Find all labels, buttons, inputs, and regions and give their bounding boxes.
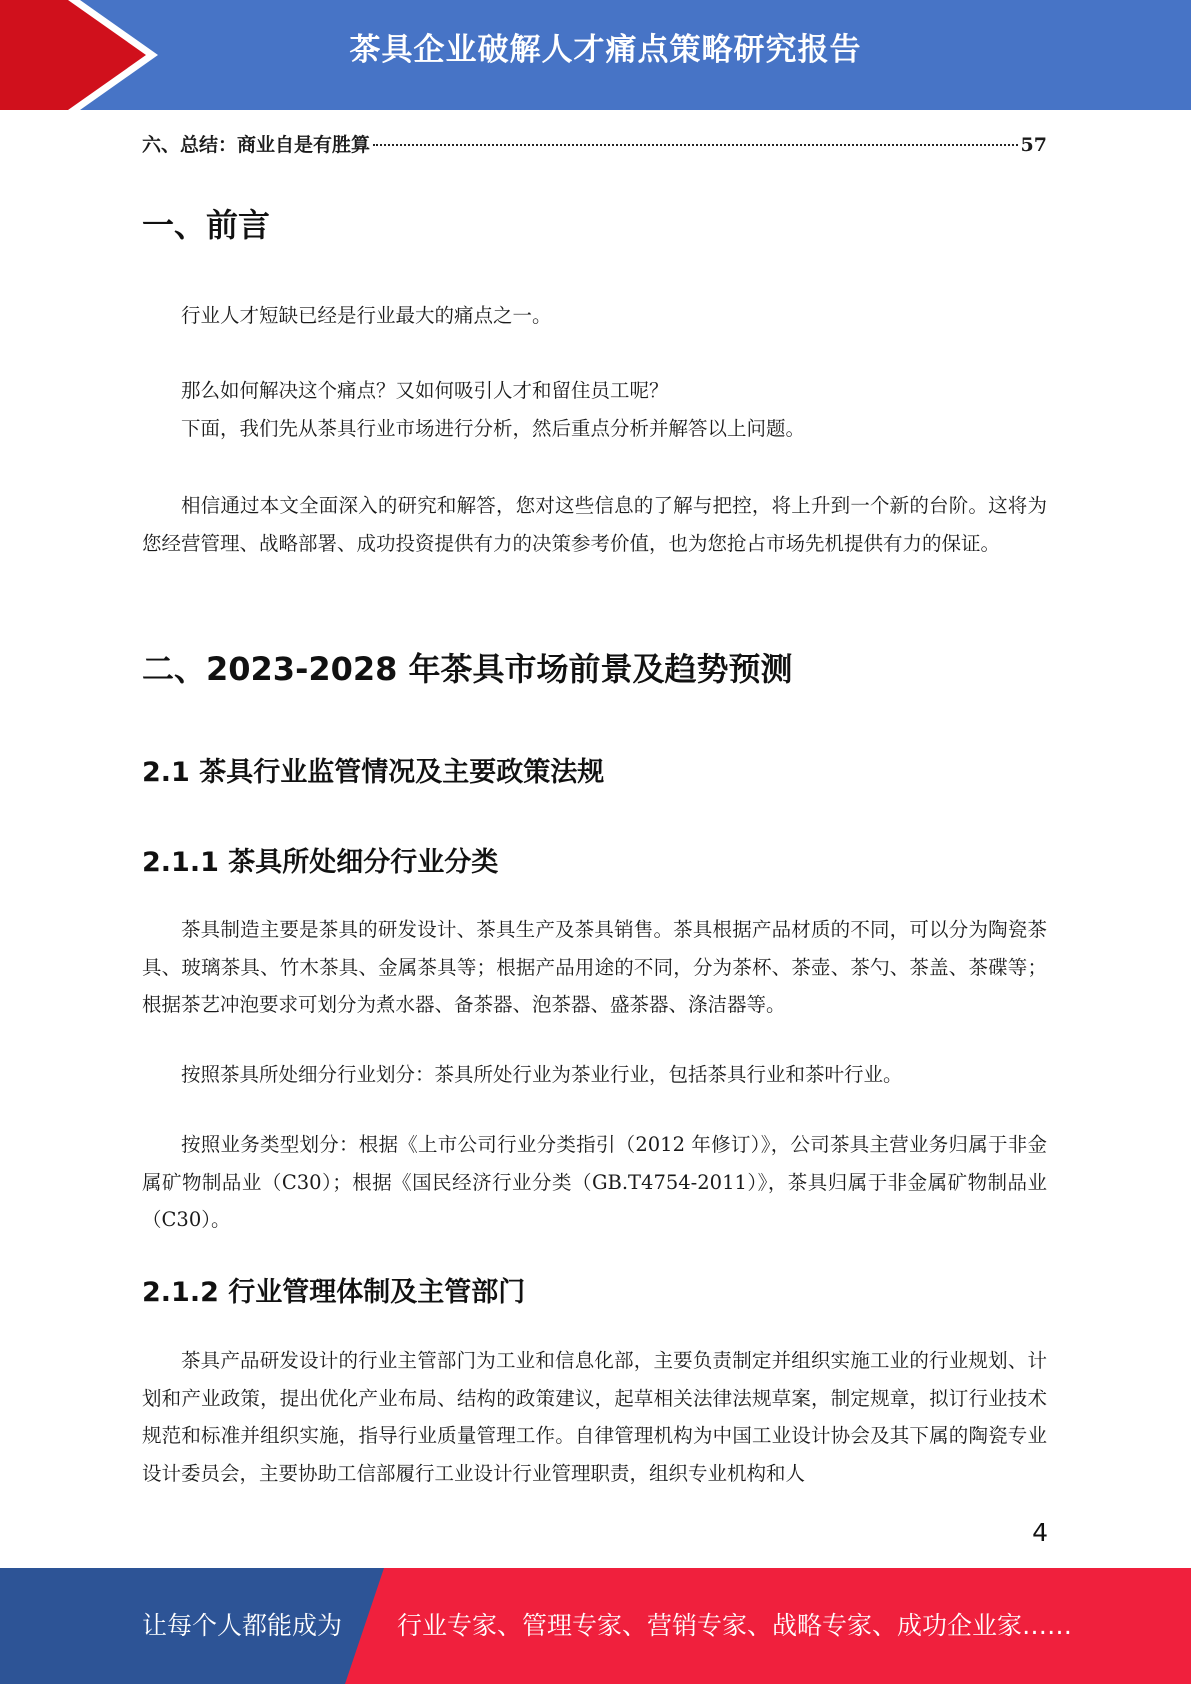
preface-paragraph-3: 下面，我们先从茶具行业市场进行分析，然后重点分析并解答以上问题。 [181, 417, 806, 440]
preface-paragraph-2: 那么如何解决这个痛点？又如何吸引人才和留住员工呢？ [181, 379, 669, 402]
preface-paragraph-1: 行业人才短缺已经是行业最大的痛点之一。 [181, 304, 552, 327]
preface-paragraph-4: 相信通过本文全面深入的研究和解答，您对这些信息的了解与把控，将上升到一个新的台阶。这将为您经营管理、战略部署、成功投资提供有力的决策参考价值，也为您抢占市场先机提供有力的保证。 [142, 494, 1047, 555]
toc-entry-label: 六、总结：商业自是有胜算 [142, 134, 371, 156]
document-title: 茶具企业破解人才痛点策略研究报告 [349, 32, 862, 68]
page-number: 4 [1032, 1518, 1048, 1547]
toc-entry[interactable] [142, 130, 1047, 158]
section-2-1-1-paragraph-3: 按照业务类型划分：根据《上市公司行业分类指引（2012 年修订）》，公司茶具主营业务归属于非金属矿物制品业（C30）；根据《国民经济行业分类（GB.T4754-2011）》，茶具归属于非金属矿物制品业（C30）。 [142, 1133, 1047, 1231]
toc-entry-page: 57 [1020, 134, 1047, 156]
section-2-1-2-paragraph-1: 茶具产品研发设计的行业主管部门为工业和信息化部，主要负责制定并组织实施工业的行业规划、计划和产业政策，提出优化产业布局、结构的政策建议，起草相关法律法规草案，制定规章，拟订行业技术规范和标准并组织实施，指导行业质量管理工作。自律管理机构为中国工业设计协会及其下属的陶瓷专业设计委员会，主要协助工信部履行工业设计行业管理职责，组织专业机构和人 [142, 1349, 1047, 1485]
forecast-heading: 二、2023-2028 年茶具市场前景及趋势预测 [142, 650, 793, 688]
toc-leader-dots [373, 144, 1018, 146]
section-2-1-1-paragraph-1: 茶具制造主要是茶具的研发设计、茶具生产及茶具销售。茶具根据产品材质的不同，可以分为陶瓷茶具、玻璃茶具、竹木茶具、金属茶具等；根据产品用途的不同，分为茶杯、茶壶、茶勺、茶盖、茶碟等；根据茶艺冲泡要求可划分为煮水器、备茶器、泡茶器、盛茶器、涤洁器等。 [142, 918, 1047, 1016]
footer-banner [0, 1568, 1191, 1684]
footer-slogan-right: 行业专家、管理专家、营销专家、战略专家、成功企业家…… [397, 1611, 1073, 1640]
section-2-1-1-heading: 2.1.1 茶具所处细分行业分类 [142, 847, 499, 878]
preface-heading: 一、前言 [142, 206, 271, 244]
section-2-1-1-paragraph-2: 按照茶具所处细分行业划分：茶具所处行业为茶业行业，包括茶具行业和茶叶行业。 [181, 1063, 903, 1086]
header-banner [0, 0, 1191, 110]
section-2-1-2-heading: 2.1.2 行业管理体制及主管部门 [142, 1277, 526, 1308]
section-2-1-heading: 2.1 茶具行业监管情况及主要政策法规 [142, 757, 605, 788]
footer-slogan-left: 让每个人都能成为 [142, 1611, 343, 1640]
